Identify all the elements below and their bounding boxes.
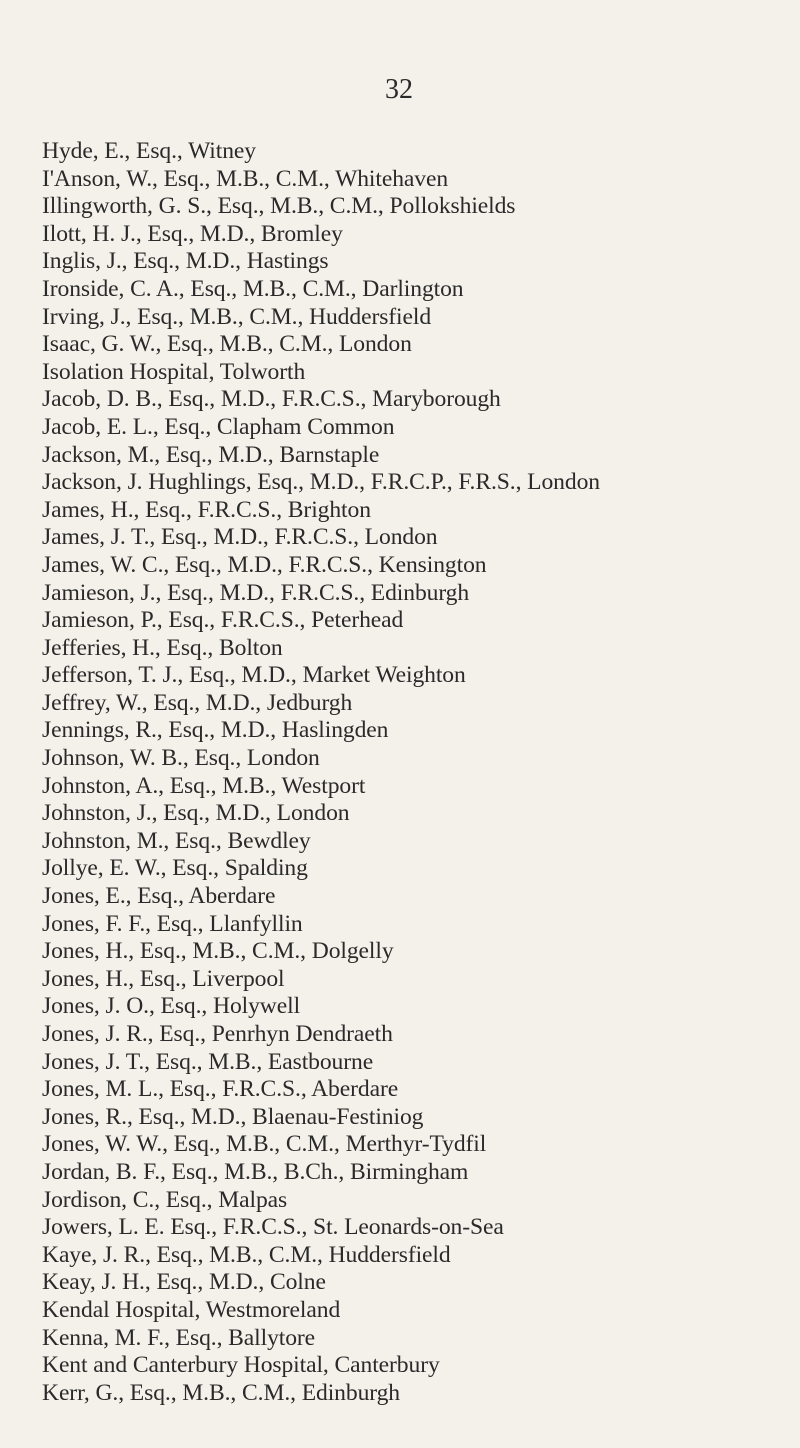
list-item: Kendal Hospital, Westmoreland	[42, 1296, 341, 1323]
list-item: Jeffrey, W., Esq., M.D., Jedburgh	[42, 689, 353, 716]
list-item: Jacob, E. L., Esq., Clapham Common	[42, 413, 395, 440]
subscriber-list	[42, 138, 800, 1407]
list-item: Jones, F. F., Esq., Llanfyllin	[42, 910, 303, 937]
list-item: Jones, J. O., Esq., Holywell	[42, 993, 301, 1020]
list-item: I'Anson, W., Esq., M.B., C.M., Whitehaven	[42, 165, 449, 192]
list-item: Inglis, J., Esq., M.D., Hastings	[42, 248, 329, 275]
list-item: Kent and Canterbury Hospital, Canterbury	[42, 1352, 440, 1379]
list-item: Jones, M. L., Esq., F.R.C.S., Aberdare	[42, 1076, 399, 1103]
list-item: James, J. T., Esq., M.D., F.R.C.S., London	[42, 524, 438, 551]
list-item: Jackson, M., Esq., M.D., Barnstaple	[42, 441, 380, 468]
list-item: Johnston, J., Esq., M.D., London	[42, 800, 350, 827]
list-item: Ironside, C. A., Esq., M.B., C.M., Darlington	[42, 275, 464, 302]
list-item: Illingworth, G. S., Esq., M.B., C.M., Pollokshields	[42, 193, 516, 220]
list-item: Jacob, D. B., Esq., M.D., F.R.C.S., Maryborough	[42, 386, 501, 413]
list-item: Hyde, E., Esq., Witney	[42, 138, 256, 164]
list-item: Isaac, G. W., Esq., M.B., C.M., London	[42, 331, 412, 358]
list-item: Kaye, J. R., Esq., M.B., C.M., Huddersfield	[42, 1241, 451, 1268]
list-item: Jordan, B. F., Esq., M.B., B.Ch., Birmingham	[42, 1158, 469, 1185]
list-item: Irving, J., Esq., M.B., C.M., Huddersfield	[42, 303, 432, 330]
list-item: Jennings, R., Esq., M.D., Haslingden	[42, 717, 389, 744]
list-item: Jones, J. R., Esq., Penrhyn Dendraeth	[42, 1021, 393, 1047]
list-item: Jamieson, P., Esq., F.R.C.S., Peterhead	[42, 607, 404, 634]
list-item: James, H., Esq., F.R.C.S., Brighton	[42, 496, 371, 523]
list-item: Jefferson, T. J., Esq., M.D., Market Weighton	[42, 662, 466, 689]
list-item: Jones, E., Esq., Aberdare	[42, 883, 276, 910]
list-item: Jones, R., Esq., M.D., Blaenau-Festiniog	[42, 1103, 424, 1130]
list-item: Jones, H., Esq., Liverpool	[42, 965, 285, 992]
list-item: Johnston, M., Esq., Bewdley	[42, 827, 311, 854]
list-item: Ilott, H. J., Esq., M.D., Bromley	[42, 220, 343, 247]
list-item: Kerr, G., Esq., M.B., C.M., Edinburgh	[42, 1379, 400, 1406]
list-item: Isolation Hospital, Tolworth	[42, 358, 306, 385]
list-item: Jollye, E. W., Esq., Spalding	[42, 855, 308, 882]
list-item: Jones, H., Esq., M.B., C.M., Dolgelly	[42, 938, 394, 965]
list-item: Jefferies, H., Esq., Bolton	[42, 634, 283, 661]
list-item: Johnson, W. B., Esq., London	[42, 745, 320, 772]
list-item: Keay, J. H., Esq., M.D., Colne	[42, 1269, 326, 1296]
list-item: Jones, W. W., Esq., M.B., C.M., Merthyr-Tydfil	[42, 1131, 487, 1158]
list-item: Kenna, M. F., Esq., Ballytore	[42, 1324, 316, 1351]
list-item: James, W. C., Esq., M.D., F.R.C.S., Kensington	[42, 551, 487, 578]
list-item: Johnston, A., Esq., M.B., Westport	[42, 772, 366, 799]
list-item: Jordison, C., Esq., Malpas	[42, 1186, 288, 1213]
list-item: Jowers, L. E. Esq., F.R.C.S., St. Leonards-on-Sea	[42, 1214, 504, 1241]
list-item: Jackson, J. Hughlings, Esq., M.D., F.R.C.P., F.R.S., London	[42, 469, 600, 496]
list-item: Jamieson, J., Esq., M.D., F.R.C.S., Edinburgh	[42, 579, 470, 606]
page-number: 32	[385, 74, 413, 105]
list-item: Jones, J. T., Esq., M.B., Eastbourne	[42, 1048, 374, 1075]
